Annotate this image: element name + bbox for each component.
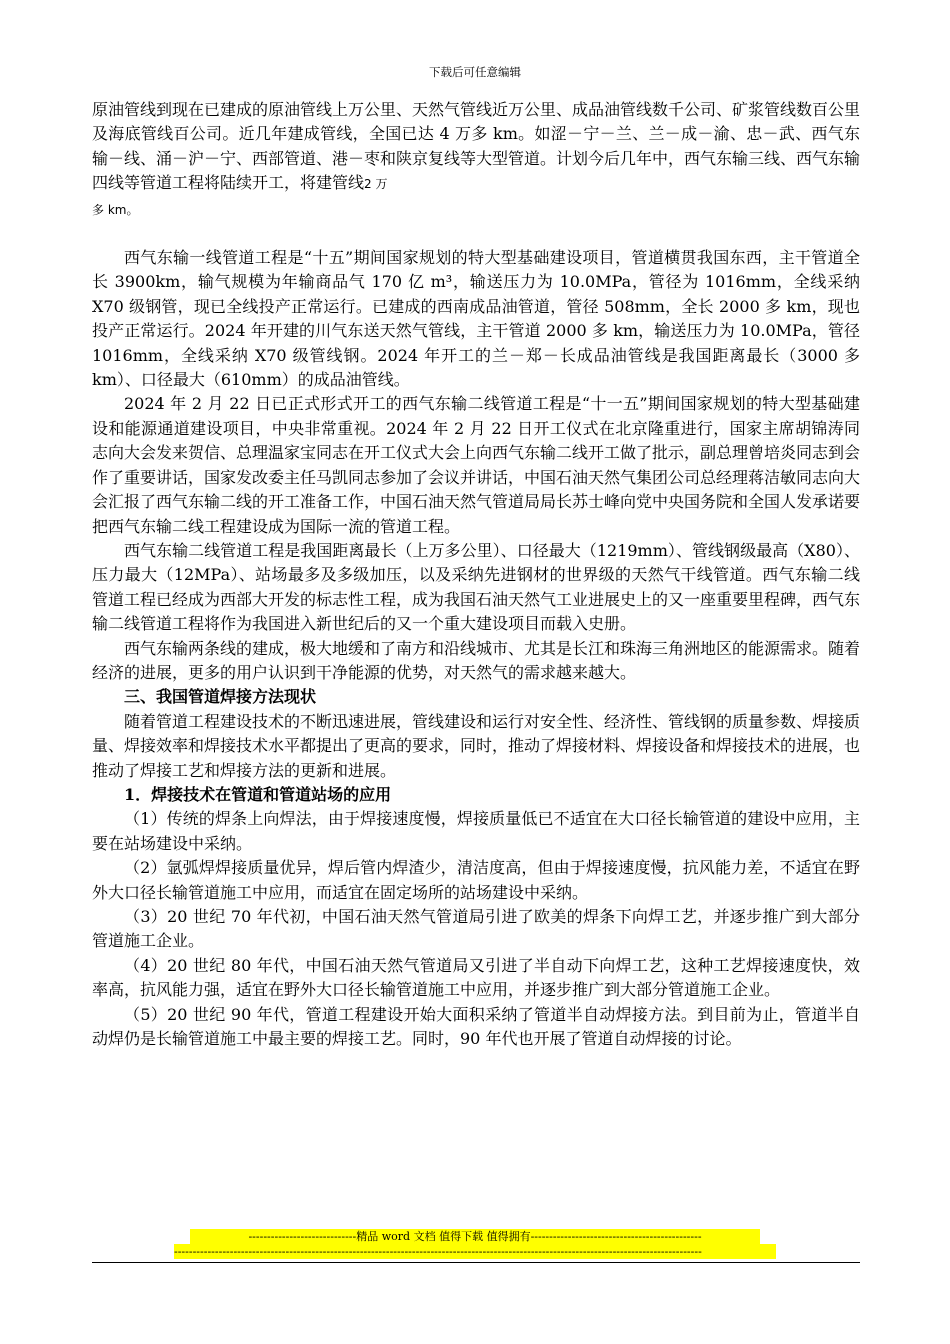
- section-heading: 三、我国管道焊接方法现状: [124, 687, 317, 707]
- paragraph-energy-demand: 西气东输两条线的建成，极大地缓和了南方和沿线城市、尤其是长江和珠海三角洲地区的能源需求。随着经济的进展，更多的用户认识到干净能源的优势，对天然气的需求越来越大。: [92, 638, 861, 682]
- paragraph-west-east-line1: 西气东输一线管道工程是“十五”期间国家规划的特大型基础建设项目，管道横贯我国东西，主干管道全长 3900km，输气规模为年输商品气 170 亿 m³，输送压力为 10.0MPa，管径为 1016mm，全线采纳 X70 级钢管，现已全线投产正常运行。已建成的西南成品油管道，管径 508mm，全长 2000 多 km，现也投产正常运行。2024 年开建的川气东送天然气管线，主干管道 2000 多 km，输送压力为 10.0MPa，管径 1016mm，全线采纳 X70 级管线钢。2024 年开工的兰－郑－长成品油管线是我国距离最长（3000 多 km）、口径最大（610mm）的成品油管线。: [92, 248, 860, 390]
- page-header: 下载后可任意编辑: [429, 65, 521, 79]
- footer-divider: [92, 1262, 860, 1263]
- subsection-heading: 1．焊接技术在管道和管道站场的应用: [124, 784, 392, 804]
- list-item: （2）氩弧焊焊接质量优异，焊后管内焊渣少，清洁度高，但由于焊接速度慢，抗风能力差，不适宜在野外大口径长输管道施工中应用，而适宜在固定场所的站场建设中采纳。: [92, 858, 860, 902]
- paragraph-pipeline-overview: [92, 98, 860, 222]
- list-item: （3）20 世纪 70 年代初，中国石油天然气管道局引进了欧美的焊条下向焊工艺，并逐步推广到大部分管道施工企业。: [92, 907, 860, 951]
- paragraph-text: 原油管线到现在已建成的原油管线上万公里、天然气管线近万公里、成品油管线数千公司、矿浆管线数百公里及海底管线百公司。近几年建成管线，全国已达 4 万多 km。如涩－宁－兰、兰－成－渝、忠－武、西气东输－线、涌－沪－宁、西部管道、港－枣和陕京复线等大型管道。计划今后几年中，西气东输三线、西气东输四线等管道工程将陆续开工，将建管线: [92, 100, 861, 193]
- paragraph-west-east-line2-start: 2024 年 2 月 22 日已正式形式开工的西气东输二线管道工程是“十一五”期间国家规划的特大型基础建设和能源通道建设项目，中央非常重视。2024 年 2 月 22 日开工仪式在北京隆重进行，国家主席胡锦涛同志向大会发来贺信、总理温家宝同志在开工仪式大会上向西气东输二线开工做了批示，副总理曾培炎同志到会作了重要讲话，国家发改委主任马凯同志参加了会议并讲话，中国石油天然气集团公司总经理蒋洁敏同志向大会汇报了西气东输二线的开工准备工作，中国石油天然气管道局局长苏士峰向党中央国务院和全国人发承诺要把西气东输二线工程建设成为国际一流的管道工程。: [92, 394, 861, 536]
- document-body: [92, 98, 860, 1051]
- list-item: （4）20 世纪 80 年代，中国石油天然气管道局又引进了半自动下向焊工艺，这种工艺焊接速度快，效率高，抗风能力强，适宜在野外大口径长输管道施工中应用，并逐步推广到大部分管道施工企业。: [92, 955, 860, 1000]
- paragraph-tail: 2 万: [364, 177, 388, 192]
- paragraph-west-east-line2-features: 西气东输二线管道工程是我国距离最长（上万多公里）、口径最大（1219mm）、管线钢级最高（X80）、压力最大（12MPa）、站场最多及多级加压，以及采纳先进钢材的世界级的天然气干线管道。西气东输二线管道工程已经成为西部大开发的标志性工程，成为我国石油天然气工业进展史上的又一座重要里程碑，西气东输二线管道工程将作为我国进入新世纪后的又一个重大建设项目而载入史册。: [92, 540, 861, 634]
- list-item: （1）传统的焊条上向焊法，由于焊接速度慢，焊接质量低已不适宜在大口径长输管道的建设中应用，主要在站场建设中采纳。: [92, 809, 860, 853]
- list-item: （5）20 世纪 90 年代，管道工程建设开始大面积采纳了管道半自动焊接方法。到目前为止，管道半自动焊仍是长输管道施工中最主要的焊接工艺。同时，90 年代也开展了管道自动焊接的讨论。: [92, 1004, 860, 1049]
- footer-dashes: ----------------------------------------------------------------------------------------------------------------------------------------------: [174, 1244, 776, 1259]
- blank-line: [92, 222, 860, 246]
- paragraph-welding-development: 随着管道工程建设技术的不断迅速进展，管线建设和运行对安全性、经济性、管线钢的质量参数、焊接质量、焊接效率和焊接技术水平都提出了更高的要求，同时，推动了焊接材料、焊接设备和焊接技术的进展，也推动了焊接工艺和焊接方法的更新和进展。: [92, 711, 861, 780]
- footer-banner: -----------------------------精品 word 文档 值得下载 值得拥有----------------------------------------------: [190, 1229, 760, 1244]
- paragraph-tail: 多 km。: [92, 202, 139, 217]
